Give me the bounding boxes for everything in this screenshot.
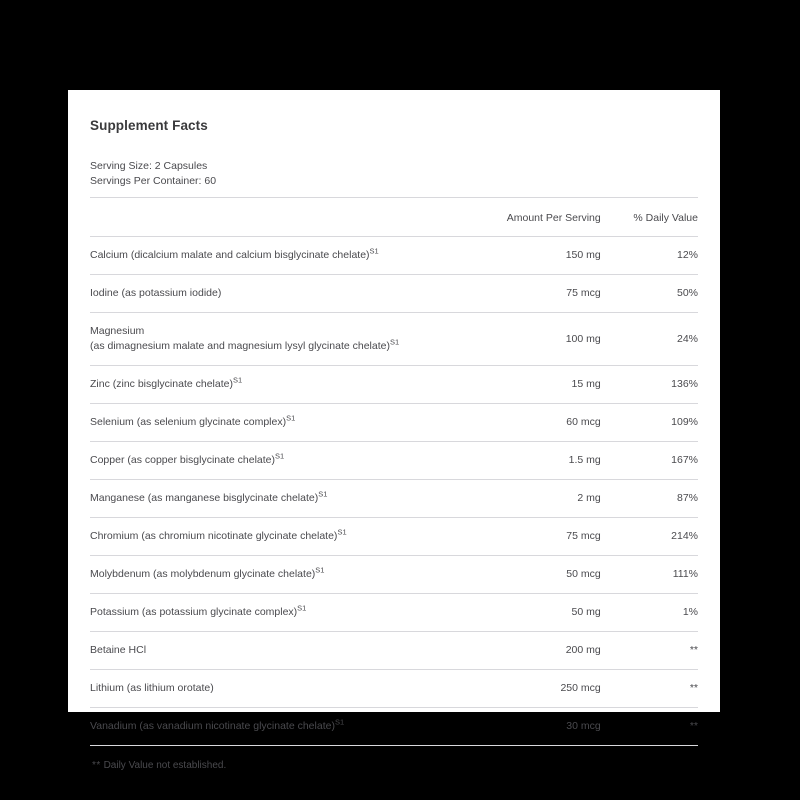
nutrient-label: Iodine (as potassium iodide) xyxy=(90,287,222,299)
nutrient-daily-value: ** xyxy=(601,708,698,746)
column-header-daily-value: % Daily Value xyxy=(601,198,698,237)
table-row xyxy=(90,594,698,632)
nutrient-daily-value: ** xyxy=(601,670,698,708)
nutrient-name xyxy=(90,556,467,594)
page-title: Supplement Facts xyxy=(90,118,208,133)
table-row xyxy=(90,518,698,556)
nutrient-daily-value: 167% xyxy=(601,442,698,480)
nutrient-amount: 30 mcg xyxy=(467,708,601,746)
footnote xyxy=(90,746,698,771)
nutrient-amount: 2 mg xyxy=(467,480,601,518)
nutrient-daily-value: 111% xyxy=(601,556,698,594)
nutrient-name xyxy=(90,366,467,404)
nutrient-daily-value: 1% xyxy=(601,594,698,632)
nutrient-name xyxy=(90,237,467,275)
nutrient-amount: 250 mcg xyxy=(467,670,601,708)
footnote-ref: S1 xyxy=(315,565,325,575)
table-row xyxy=(90,556,698,594)
nutrient-label: Vanadium (as vanadium nicotinate glycinate chelate) xyxy=(90,720,335,732)
nutrient-label-detail: (as dimagnesium malate and magnesium lysyl glycinate chelate) xyxy=(90,340,390,352)
nutrient-name xyxy=(90,442,467,480)
nutrient-name xyxy=(90,480,467,518)
footnote-marker: ** xyxy=(92,760,101,771)
nutrient-daily-value: 136% xyxy=(601,366,698,404)
serving-info xyxy=(90,159,698,198)
table-row xyxy=(90,237,698,275)
column-header-amount: Amount Per Serving xyxy=(467,198,601,237)
table-row xyxy=(90,442,698,480)
nutrient-amount: 15 mg xyxy=(467,366,601,404)
nutrient-amount: 200 mg xyxy=(467,632,601,670)
footnote-ref: S1 xyxy=(275,451,285,461)
column-header-nutrient xyxy=(90,198,467,237)
footnote-ref: S1 xyxy=(337,527,347,537)
serving-size: Serving Size: 2 Capsules xyxy=(90,160,208,172)
servings-per-container: Servings Per Container: 60 xyxy=(90,175,217,187)
nutrient-name xyxy=(90,518,467,556)
nutrient-label: Zinc (zinc bisglycinate chelate) xyxy=(90,378,233,390)
footnote-text: Daily Value not established. xyxy=(103,760,227,771)
nutrient-amount: 50 mcg xyxy=(467,556,601,594)
nutrient-label: Manganese (as manganese bisglycinate chelate) xyxy=(90,492,319,504)
nutrient-amount: 100 mg xyxy=(467,313,601,366)
nutrient-daily-value: 12% xyxy=(601,237,698,275)
nutrient-amount: 60 mcg xyxy=(467,404,601,442)
table-row xyxy=(90,366,698,404)
nutrient-label: Molybdenum (as molybdenum glycinate chelate) xyxy=(90,568,316,580)
nutrient-amount: 150 mg xyxy=(467,237,601,275)
table-row xyxy=(90,632,698,670)
nutrient-amount: 1.5 mg xyxy=(467,442,601,480)
footnote-ref: S1 xyxy=(389,337,400,347)
footnote-ref: S1 xyxy=(297,603,307,613)
table-row xyxy=(90,670,698,708)
table-row xyxy=(90,708,698,746)
nutrient-name xyxy=(90,632,467,670)
supplement-facts-table xyxy=(90,198,698,746)
nutrient-daily-value: 24% xyxy=(601,313,698,366)
nutrient-label: Copper (as copper bisglycinate chelate) xyxy=(90,454,276,466)
nutrient-daily-value: 214% xyxy=(601,518,698,556)
supplement-facts-panel xyxy=(90,118,698,771)
table-row xyxy=(90,404,698,442)
nutrient-amount: 50 mg xyxy=(467,594,601,632)
nutrient-label: Lithium (as lithium orotate) xyxy=(90,682,214,694)
nutrient-label: Selenium (as selenium glycinate complex) xyxy=(90,416,287,428)
table-body xyxy=(90,237,698,746)
nutrient-amount: 75 mcg xyxy=(467,275,601,313)
nutrient-label-line2 xyxy=(90,339,467,354)
table-row xyxy=(90,275,698,313)
nutrient-label: Magnesium xyxy=(90,325,145,337)
nutrient-label: Calcium (dicalcium malate and calcium bisglycinate chelate) xyxy=(90,249,370,261)
table-header-row xyxy=(90,198,698,237)
nutrient-name xyxy=(90,275,467,313)
nutrient-daily-value: 87% xyxy=(601,480,698,518)
nutrient-label: Chromium (as chromium nicotinate glycinate chelate) xyxy=(90,530,338,542)
footnote-ref: S1 xyxy=(334,717,345,727)
table-row xyxy=(90,313,698,366)
nutrient-daily-value: 109% xyxy=(601,404,698,442)
nutrient-daily-value: 50% xyxy=(601,275,698,313)
nutrient-name xyxy=(90,708,467,746)
supplement-facts-card xyxy=(68,90,720,771)
footnote-ref: S1 xyxy=(286,413,296,423)
nutrient-label: Potassium (as potassium glycinate complex) xyxy=(90,606,298,618)
nutrient-name xyxy=(90,670,467,708)
footnote-ref: S1 xyxy=(232,375,243,385)
table-row xyxy=(90,480,698,518)
nutrient-name xyxy=(90,313,467,366)
footnote-ref: S1 xyxy=(318,489,328,499)
nutrient-daily-value: ** xyxy=(601,632,698,670)
nutrient-name xyxy=(90,594,467,632)
nutrient-name xyxy=(90,404,467,442)
nutrient-label: Betaine HCl xyxy=(90,644,147,656)
footnote-ref: S1 xyxy=(369,246,379,256)
nutrient-amount: 75 mcg xyxy=(467,518,601,556)
